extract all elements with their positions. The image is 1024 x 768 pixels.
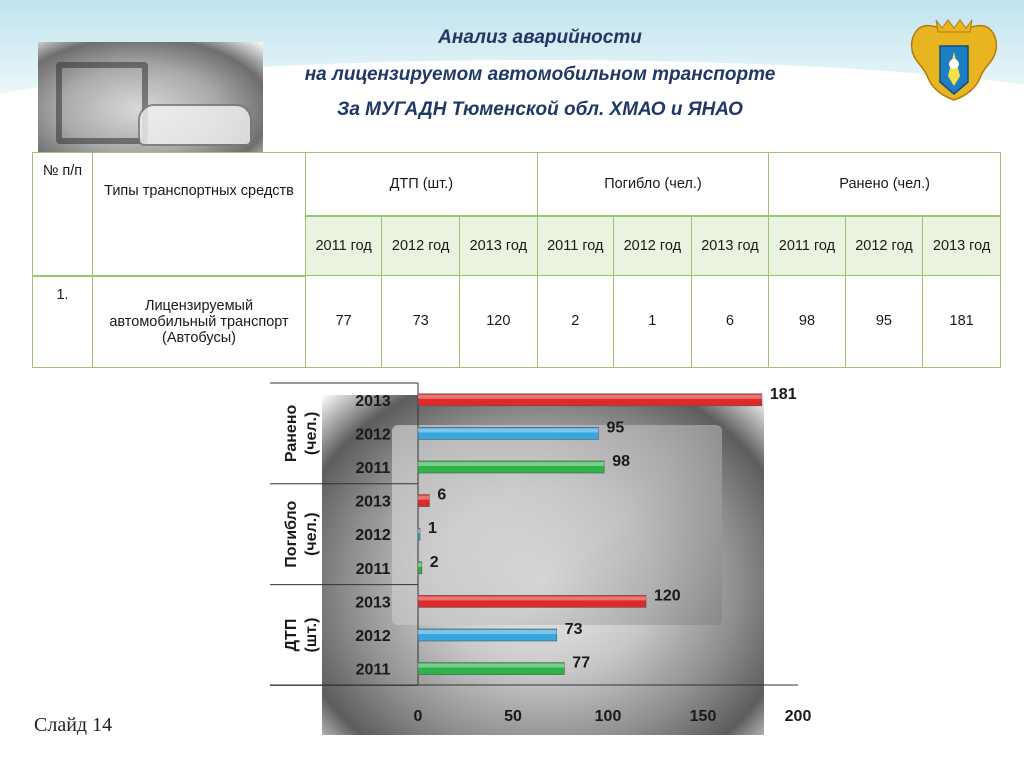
value-cell: 2 bbox=[537, 276, 613, 368]
x-tick-label: 150 bbox=[689, 708, 717, 725]
data-label: 181 bbox=[769, 385, 797, 403]
group-label: Погибло (чел.) bbox=[283, 500, 320, 568]
value-cell: 1 bbox=[613, 276, 691, 368]
year-cell: 2011 год bbox=[769, 216, 845, 276]
bar-highlight bbox=[418, 563, 422, 567]
x-tick-label: 0 bbox=[413, 708, 423, 725]
data-label: 6 bbox=[437, 486, 447, 504]
title-line-2: на лицензируемом автомобильном транспорте bbox=[304, 64, 776, 85]
data-label: 2 bbox=[429, 553, 439, 571]
data-label: 77 bbox=[572, 654, 591, 672]
x-tick-label: 200 bbox=[784, 708, 812, 725]
value-cell: 77 bbox=[306, 276, 382, 368]
header-dtp: ДТП (шт.) bbox=[306, 153, 538, 217]
x-tick-label: 50 bbox=[504, 708, 522, 725]
value-cell: 98 bbox=[769, 276, 845, 368]
year-cell: 2013 год bbox=[459, 216, 537, 276]
data-label: 98 bbox=[612, 453, 630, 470]
slide-number: Слайд 14 bbox=[34, 714, 113, 736]
year-tick-label: 2013 bbox=[355, 594, 391, 612]
title-line-3: За МУГАДН Тюменской обл. ХМАО и ЯНАО bbox=[337, 99, 743, 120]
data-label: 95 bbox=[606, 419, 625, 437]
bar-highlight bbox=[418, 395, 762, 399]
year-tick-label: 2011 bbox=[355, 560, 391, 578]
bar-highlight bbox=[418, 630, 557, 634]
year-tick-label: 2011 bbox=[355, 460, 391, 477]
group-label: ДТП (шт.) bbox=[283, 617, 320, 653]
bar-highlight bbox=[418, 529, 420, 533]
year-cell: 2013 год bbox=[923, 216, 1001, 276]
year-tick-label: 2012 bbox=[355, 527, 391, 545]
year-tick-label: 2012 bbox=[355, 628, 391, 645]
value-cell: 181 bbox=[923, 276, 1001, 368]
bar-highlight bbox=[418, 664, 564, 668]
year-tick-label: 2013 bbox=[355, 493, 391, 511]
value-cell: 120 bbox=[459, 276, 537, 368]
year-cell: 2011 год bbox=[306, 216, 382, 276]
year-tick-label: 2012 bbox=[355, 426, 391, 444]
bar-highlight bbox=[418, 496, 429, 500]
header-num: № п/п bbox=[33, 153, 93, 276]
data-label: 73 bbox=[564, 621, 583, 638]
row-num: 1. bbox=[33, 276, 93, 368]
value-cell: 95 bbox=[845, 276, 923, 368]
value-cell: 6 bbox=[691, 276, 769, 368]
value-cell: 73 bbox=[382, 276, 460, 368]
year-cell: 2011 год bbox=[537, 216, 613, 276]
group-label: Ранено (чел.) bbox=[283, 404, 320, 463]
bar-highlight bbox=[418, 428, 599, 432]
title-line-1: Анализ аварийности bbox=[438, 27, 642, 48]
x-tick-label: 100 bbox=[594, 708, 622, 725]
header-killed: Погибло (чел.) bbox=[537, 153, 769, 217]
data-label: 120 bbox=[654, 587, 681, 605]
year-cell: 2012 год bbox=[382, 216, 460, 276]
year-tick-label: 2013 bbox=[355, 392, 391, 410]
year-cell: 2012 год bbox=[613, 216, 691, 276]
year-cell: 2013 год bbox=[691, 216, 769, 276]
header-injured: Ранено (чел.) bbox=[769, 153, 1001, 217]
data-label: 1 bbox=[428, 520, 437, 538]
year-tick-label: 2011 bbox=[355, 661, 391, 679]
row-type: Лицензируемый автомобильный транспорт (Автобусы) bbox=[93, 276, 306, 368]
header-type: Типы транспортных средств bbox=[93, 153, 306, 276]
bar-highlight bbox=[418, 462, 604, 466]
bar-highlight bbox=[418, 596, 646, 600]
year-cell: 2012 год bbox=[845, 216, 923, 276]
